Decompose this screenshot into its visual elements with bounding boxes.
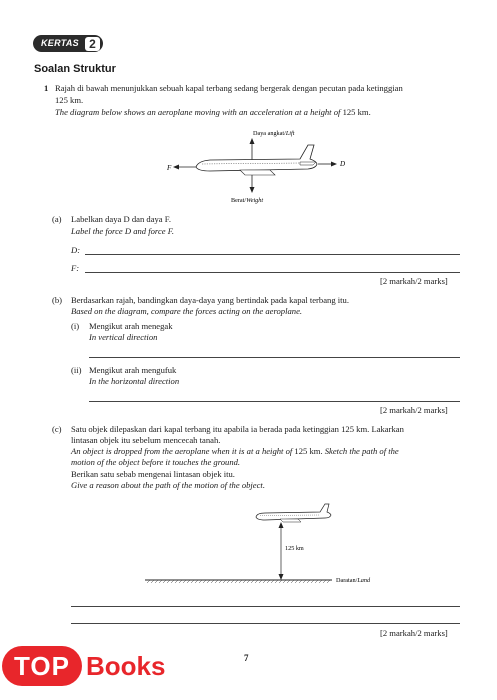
part-a-marks: [2 markah/2 marks]	[380, 276, 448, 286]
paper-label: KERTAS	[41, 38, 79, 49]
weight-arrowhead	[250, 187, 255, 193]
section-title: Soalan Struktur	[34, 63, 116, 75]
part-b-text-en: Based on the diagram, compare the forces acting on the aeroplane.	[71, 306, 303, 316]
part-b-sub-i-ms: Mengikut arah menegak	[89, 321, 173, 331]
question-stem-ms: Rajah di bawah menunjukkan sebuah kapal terbang sedang bergerak dengan pecutan pada ketinggian	[55, 83, 403, 93]
part-c-line2-en: motion of the object before it touches the ground.	[71, 457, 241, 467]
part-c-line3-ms: Berikan satu sebab mengenai lintasan objek itu.	[71, 469, 235, 479]
question-stem-ms-2: 125 km.	[55, 95, 84, 105]
part-b-sub-i-en: In vertical direction	[89, 332, 158, 342]
part-a-text-ms: Labelkan daya D dan daya F.	[71, 214, 172, 224]
force-f-arrowhead	[173, 165, 179, 170]
drop-diagram	[140, 500, 400, 595]
paper-badge	[33, 35, 103, 52]
lift-label: Daya angkat/Lift	[253, 130, 295, 137]
topbooks-text: Books	[86, 651, 166, 681]
answer-line-b-i[interactable]	[89, 357, 460, 358]
part-c-line1-en-value: 125 km.	[294, 446, 323, 456]
part-b-sub-i-label: (i)	[71, 321, 80, 331]
part-b-sub-ii-en: In the horizontal direction	[89, 376, 180, 386]
part-c-line1-en	[71, 446, 471, 458]
force-d-label: D	[340, 160, 346, 168]
part-c-line1-en-text: An object is dropped from the aeroplane when it is at a height of	[71, 446, 293, 456]
aeroplane-small-icon	[256, 504, 331, 522]
page-number: 7	[244, 653, 249, 663]
question-stem-en	[55, 107, 475, 119]
lift-arrowhead	[250, 138, 255, 144]
height-arrowhead-bottom	[279, 574, 284, 580]
aeroplane-icon	[196, 145, 317, 175]
force-f-label: F	[167, 164, 172, 172]
question-stem-en-text: The diagram below shows an aeroplane moving with an acceleration at a height of	[55, 107, 341, 117]
topbooks-logo	[0, 640, 190, 700]
answer-line-b-ii[interactable]	[89, 401, 460, 402]
part-c-line2-ms: lintasan objek itu sebelum mencecah tanah.	[71, 435, 221, 445]
part-c-line1-ms: Satu objek dilepaskan dari kapal terbang itu apabila ia berada pada ketinggian 125 km. Lakarkan	[71, 424, 404, 434]
part-a-d-prompt: D:	[71, 245, 81, 255]
part-b-sub-ii-ms: Mengikut arah mengufuk	[89, 365, 177, 375]
part-b-text-ms: Berdasarkan rajah, bandingkan daya-daya yang bertindak pada kapal terbang itu.	[71, 295, 349, 305]
part-a-label: (a)	[52, 214, 62, 224]
aeroplane-force-diagram	[150, 126, 360, 206]
part-c-label: (c)	[52, 424, 62, 434]
part-b-marks: [2 markah/2 marks]	[380, 405, 448, 415]
part-a-text-en: Label the force D and force F.	[71, 226, 175, 236]
part-c-line1-en-tail: Sketch the path of the	[324, 446, 399, 456]
answer-line-c-1[interactable]	[71, 606, 460, 607]
weight-label: Berat/Weight	[231, 197, 264, 204]
topbooks-badge: TOP	[2, 646, 82, 686]
part-b-label: (b)	[52, 295, 63, 305]
answer-line-d[interactable]	[85, 254, 460, 255]
height-label: 125 km	[285, 545, 304, 552]
ground-hatch	[147, 580, 330, 583]
part-c-line3-en: Give a reason about the path of the motion of the object.	[71, 480, 265, 490]
answer-line-c-2[interactable]	[71, 623, 460, 624]
land-label: Daratan/Land	[336, 577, 371, 584]
part-c-marks: [2 markah/2 marks]	[380, 628, 448, 638]
force-d-arrowhead	[331, 162, 337, 167]
answer-line-f[interactable]	[85, 272, 460, 273]
question-number: 1	[44, 83, 49, 93]
part-a-f-prompt: F:	[71, 263, 80, 273]
paper-number: 2	[85, 37, 100, 51]
height-arrowhead-top	[279, 522, 284, 528]
part-b-sub-ii-label: (ii)	[71, 365, 82, 375]
question-stem-en-value: 125 km.	[342, 107, 371, 117]
